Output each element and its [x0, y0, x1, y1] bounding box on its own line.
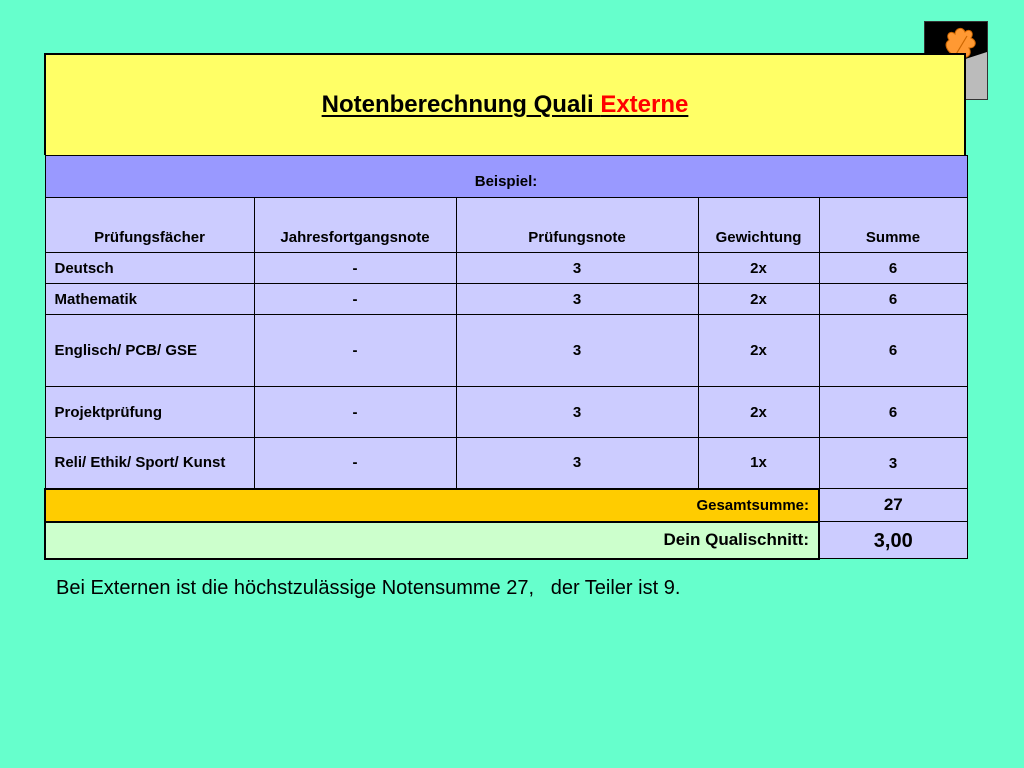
title-main: Notenberechnung Quali: [321, 91, 601, 118]
column-header: Jahresfortgangsnote: [254, 198, 456, 253]
average-label: Dein Qualischnitt:: [45, 522, 819, 559]
weight-cell: 2x: [698, 315, 819, 387]
year-grade-cell: -: [254, 387, 456, 438]
weight-cell: 2x: [698, 284, 819, 315]
page-title: [322, 91, 689, 119]
year-grade-cell: -: [254, 253, 456, 284]
sum-cell: 6: [819, 253, 967, 284]
year-grade-cell: -: [254, 284, 456, 315]
subject-cell: Reli/ Ethik/ Sport/ Kunst: [45, 438, 254, 489]
total-row: [45, 489, 967, 522]
weight-cell: 1x: [698, 438, 819, 489]
footnote: Bei Externen ist die höchstzulässige Notensumme 27, der Teiler ist 9.: [56, 577, 681, 599]
sum-cell: 3: [819, 438, 967, 489]
exam-grade-cell: 3: [456, 315, 698, 387]
weight-cell: 2x: [698, 253, 819, 284]
table-caption: Beispiel:: [45, 156, 967, 198]
title-highlight: Externe: [600, 91, 689, 118]
header-row: [45, 198, 967, 253]
exam-grade-cell: 3: [456, 284, 698, 315]
grade-calculation-sheet: [44, 53, 966, 560]
table-row: [45, 253, 967, 284]
table-row: [45, 284, 967, 315]
exam-grade-cell: 3: [456, 438, 698, 489]
column-header: Prüfungsnote: [456, 198, 698, 253]
subject-cell: Mathematik: [45, 284, 254, 315]
sum-cell: 6: [819, 387, 967, 438]
column-header: Summe: [819, 198, 967, 253]
exam-grade-cell: 3: [456, 253, 698, 284]
weight-cell: 2x: [698, 387, 819, 438]
total-label: Gesamtsumme:: [45, 489, 819, 522]
table-row: [45, 387, 967, 438]
sum-cell: 6: [819, 284, 967, 315]
table-row: [45, 438, 967, 489]
total-value: 27: [819, 489, 967, 522]
grade-table: [44, 155, 968, 560]
year-grade-cell: -: [254, 315, 456, 387]
exam-grade-cell: 3: [456, 387, 698, 438]
column-header: Gewichtung: [698, 198, 819, 253]
year-grade-cell: -: [254, 438, 456, 489]
subject-cell: Englisch/ PCB/ GSE: [45, 315, 254, 387]
subject-cell: Projektprüfung: [45, 387, 254, 438]
average-value: 3,00: [819, 522, 967, 559]
caption-row: [45, 156, 967, 198]
title-box: [44, 53, 966, 155]
average-row: [45, 522, 967, 559]
table-row: [45, 315, 967, 387]
sum-cell: 6: [819, 315, 967, 387]
column-header: Prüfungsfächer: [45, 198, 254, 253]
subject-cell: Deutsch: [45, 253, 254, 284]
